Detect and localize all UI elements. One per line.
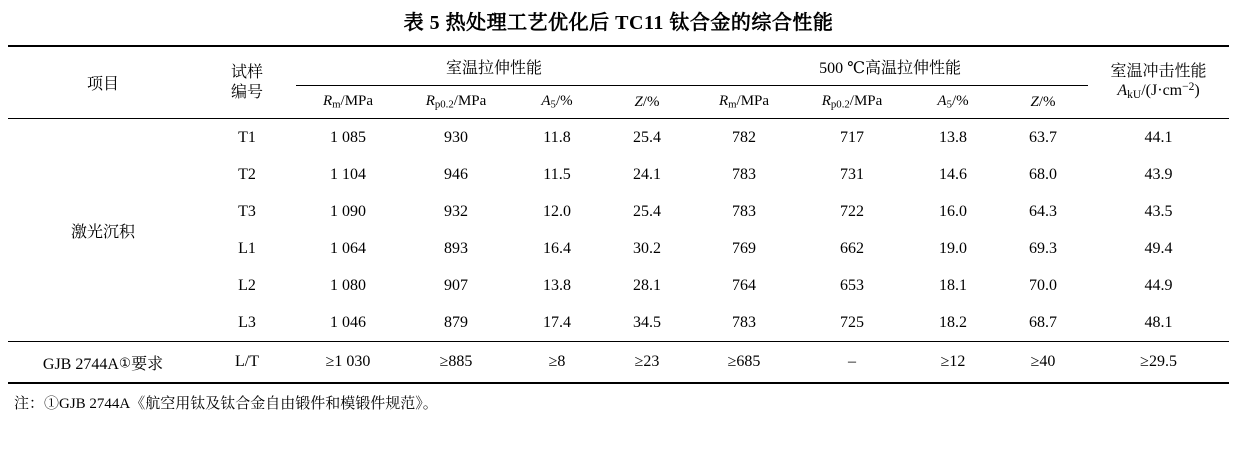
cell-room-rm: 1 104 [330,165,366,183]
header-project: 项目 [8,46,198,119]
cell-room-rp02: ≥885 [400,342,512,384]
cell-room-rp02: 930 [400,119,512,157]
cell-room-rp02: 946 [444,165,468,183]
cell-room-a5: 16.4 [543,239,571,257]
cell-impact-aku: ≥29.5 [1088,342,1229,384]
cell-room-rm: 1 046 [330,313,366,331]
cell-room-z: 25.4 [602,119,692,157]
cell-high-rp02: 722 [840,202,865,220]
cell-high-rp02: – [796,342,908,384]
cell-room-rm: 1 090 [330,202,366,220]
cell-high-rm: 783 [732,202,757,220]
cell-room-rp02: 879 [444,313,468,331]
cell-sample: T2 [238,165,256,183]
header-sample-line1: 试样 [230,64,263,82]
cell-high-rp02: 717 [796,119,908,157]
cell-high-a5: 18.1 [939,276,968,294]
cell-impact-aku: 49.4 [1144,239,1173,257]
cell-sample: L2 [238,276,256,294]
cell-room-rp02: 893 [444,239,468,257]
cell-room-rm: 1 085 [296,119,400,157]
cell-room-a5: 11.8 [512,119,602,157]
cell-room-rp02: 932 [444,202,468,220]
cell-room-a5: 12.0 [543,202,571,220]
cell-high-rm: 782 [692,119,796,157]
cell-high-z: 68.7 [1029,313,1058,331]
cell-impact-aku: 44.9 [1144,276,1173,294]
cell-room-rm: ≥1 030 [296,342,400,384]
header-high-z: Z/% [1030,93,1056,110]
header-impact-symbol: $A_{kU}/(J\cdot cm^{-2})$ [1117,81,1200,102]
header-room-a5: $A_5/\%$ [541,93,573,111]
cell-impact-aku: 44.1 [1088,119,1229,157]
header-sample-number [198,46,296,119]
header-impact-label: 室温冲击性能 [1110,62,1207,80]
cell-room-rm: 1 080 [330,276,366,294]
cell-high-rp02: 653 [840,276,865,294]
cell-high-a5: 14.6 [939,165,968,183]
header-high-rm: $R_m$/MPa [718,93,770,111]
cell-high-a5: 18.2 [939,313,968,331]
table-row [8,119,1229,157]
cell-high-rp02: 731 [840,165,865,183]
cell-impact-aku: 43.9 [1144,165,1173,183]
cell-high-a5: 19.0 [939,239,968,257]
cell-sample: L/T [198,342,296,384]
performance-table [8,45,1229,384]
cell-high-rp02: 662 [840,239,865,257]
header-sample-line2: 编号 [230,83,263,101]
cell-room-a5: 13.8 [543,276,571,294]
cell-room-z: ≥23 [602,342,692,384]
cell-room-rm: 1 064 [330,239,366,257]
header-group-impact [1088,46,1229,119]
table-caption: 表 5 热处理工艺优化后 TC11 钛合金的综合性能 [403,12,834,34]
cell-sample: L3 [238,313,256,331]
cell-sample: T1 [198,119,296,157]
header-room-rm: $R_m$/MPa [322,93,374,111]
cell-room-z: 24.1 [633,165,661,183]
header-high-rp02: $R_{p0.2}$/MPa [821,93,883,111]
cell-high-z: ≥40 [998,342,1088,384]
cell-room-rp02: 907 [444,276,468,294]
cell-high-rp02: 725 [840,313,865,331]
cell-high-z: 63.7 [998,119,1088,157]
cell-high-a5: ≥12 [908,342,998,384]
cell-high-rm: 764 [732,276,757,294]
header-group-room-tensile: 室温拉伸性能 [296,46,692,86]
cell-high-rm: 769 [732,239,757,257]
cell-sample: T3 [238,202,256,220]
cell-high-z: 70.0 [1029,276,1058,294]
header-group-high-tensile: 500 ℃高温拉伸性能 [692,46,1088,86]
cell-room-a5: 11.5 [543,165,571,183]
cell-room-a5: ≥8 [512,342,602,384]
cell-room-z: 28.1 [633,276,661,294]
cell-room-z: 25.4 [633,202,661,220]
cell-high-a5: 13.8 [908,119,998,157]
cell-sample: L1 [238,239,256,257]
header-high-a5: $A_5/\%$ [937,93,969,111]
cell-high-a5: 16.0 [939,202,968,220]
cell-requirement-label: GJB 2744A①要求 [8,342,198,384]
header-room-z: Z/% [634,93,660,110]
cell-high-rm: 783 [732,165,757,183]
cell-impact-aku: 43.5 [1144,202,1173,220]
table-header-row-1 [8,46,1229,86]
cell-room-z: 30.2 [633,239,661,257]
cell-room-a5: 17.4 [543,313,571,331]
cell-high-z: 69.3 [1029,239,1058,257]
cell-high-z: 64.3 [1029,202,1058,220]
cell-high-z: 68.0 [1029,165,1058,183]
header-room-rp02: $R_{p0.2}$/MPa [425,93,487,111]
cell-impact-aku: 48.1 [1144,313,1173,331]
requirement-row [8,342,1229,384]
cell-high-rm: 783 [732,313,757,331]
table-footnote: 注：①GJB 2744A《航空用钛及钛合金自由锻件和模锻件规范》。 [14,396,438,412]
cell-room-z: 34.5 [633,313,661,331]
row-group-label: 激光沉积 [8,119,198,342]
cell-high-rm: ≥685 [692,342,796,384]
